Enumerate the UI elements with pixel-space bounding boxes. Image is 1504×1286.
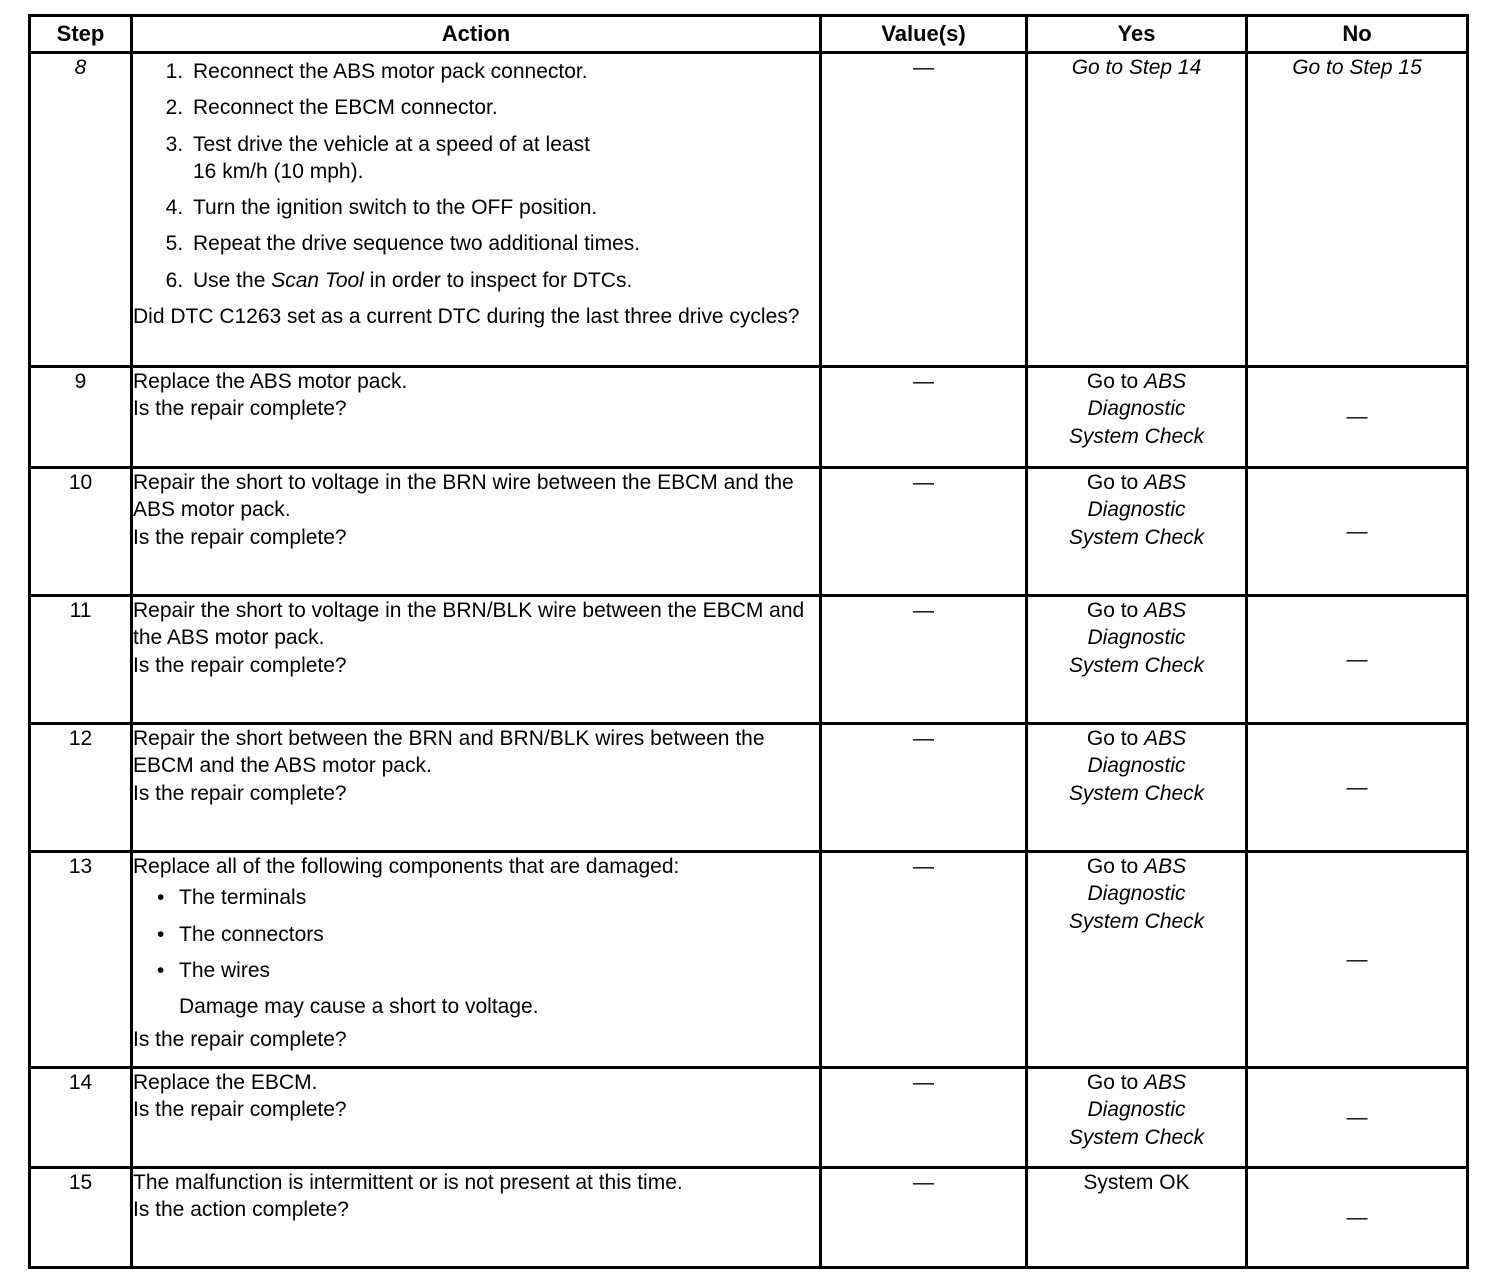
- diag-line: Diagnostic: [1087, 1098, 1186, 1122]
- table-row-step-11: [30, 596, 1468, 724]
- action-text: Repair the short between the BRN and BRN/BLK wires between the EBCM and the ABS motor pack.: [133, 727, 765, 778]
- value-cell: —: [821, 468, 1027, 596]
- action-cell: [132, 724, 821, 852]
- yes-cell: [1027, 852, 1247, 1068]
- system-check-line: System Check: [1068, 525, 1205, 549]
- table-row-step-13: [30, 852, 1468, 1068]
- diag-line: Diagnostic: [1087, 397, 1186, 421]
- no-cell: —: [1247, 468, 1468, 596]
- list-item: [189, 267, 819, 294]
- list-item: 5. Repeat the drive sequence two additional times.: [189, 230, 819, 257]
- goto-prefix: Go to: [1086, 471, 1139, 494]
- action-cell: [132, 1068, 821, 1168]
- list-item: • The connectors: [179, 921, 819, 948]
- goto-prefix: Go to: [1086, 1071, 1139, 1094]
- yes-cell: [1027, 468, 1247, 596]
- abs-ref: ABS: [1144, 599, 1187, 622]
- action-cell: [132, 852, 821, 1068]
- table-row-step-14: [30, 1068, 1468, 1168]
- action-cell: [132, 468, 821, 596]
- action-question: Is the repair complete?: [133, 653, 347, 677]
- yes-cell: Go to Step 14: [1027, 53, 1247, 367]
- diag-line: Diagnostic: [1087, 498, 1186, 522]
- list-item: 1. Reconnect the ABS motor pack connector.: [189, 58, 819, 85]
- component-list: [133, 884, 819, 984]
- value-cell: —: [821, 53, 1027, 367]
- no-cell: —: [1247, 596, 1468, 724]
- value-cell: —: [821, 1168, 1027, 1268]
- action-text: Replace the EBCM.: [133, 1071, 318, 1094]
- action-cell: [132, 596, 821, 724]
- abs-ref: ABS: [1144, 727, 1187, 750]
- abs-ref: ABS: [1144, 370, 1187, 393]
- abs-ref: ABS: [1144, 471, 1187, 494]
- table-row-step-12: [30, 724, 1468, 852]
- step-number: 15: [30, 1168, 132, 1268]
- list-item: [189, 131, 819, 186]
- step-number: 14: [30, 1068, 132, 1168]
- diagnostic-table: [28, 14, 1469, 1269]
- list-item: 4. Turn the ignition switch to the OFF position.: [189, 194, 819, 221]
- yes-cell: System OK: [1027, 1168, 1247, 1268]
- header-values: Value(s): [821, 16, 1027, 53]
- action-cell: [132, 1168, 821, 1268]
- header-action: Action: [132, 16, 821, 53]
- step-number: 12: [30, 724, 132, 852]
- action-question: Is the repair complete?: [133, 397, 347, 421]
- action-text: Replace the ABS motor pack.: [133, 370, 408, 393]
- header-row: [30, 16, 1468, 53]
- action-question: Is the repair complete?: [133, 1098, 347, 1122]
- yes-cell: [1027, 596, 1247, 724]
- action-text: Replace all of the following components that are damaged:: [133, 855, 680, 878]
- action-question: Is the repair complete?: [133, 781, 347, 805]
- yes-cell: [1027, 724, 1247, 852]
- list-item-text: Use the: [193, 268, 266, 292]
- list-item: • The wires: [179, 957, 819, 984]
- yes-cell: [1027, 367, 1247, 468]
- goto-prefix: Go to: [1086, 370, 1139, 393]
- no-cell: —: [1247, 1168, 1468, 1268]
- no-cell: —: [1247, 367, 1468, 468]
- table-row-step-10: [30, 468, 1468, 596]
- value-cell: —: [821, 1068, 1027, 1168]
- diag-line: Diagnostic: [1087, 754, 1186, 778]
- step-number: 10: [30, 468, 132, 596]
- action-text: Repair the short to voltage in the BRN/BLK wire between the EBCM and the ABS motor pack.: [133, 599, 805, 650]
- value-cell: —: [821, 852, 1027, 1068]
- system-check-line: System Check: [1068, 909, 1205, 933]
- system-check-line: System Check: [1068, 424, 1205, 448]
- header-step: Step: [30, 16, 132, 53]
- system-check-line: System Check: [1068, 781, 1205, 805]
- value-cell: —: [821, 724, 1027, 852]
- action-note: Damage may cause a short to voltage.: [179, 995, 539, 1019]
- action-question: Is the repair complete?: [133, 1028, 347, 1052]
- list-item-text: in order to inspect for DTCs.: [369, 268, 633, 292]
- action-question: Is the action complete?: [133, 1198, 349, 1222]
- value-cell: —: [821, 367, 1027, 468]
- list-item: • The terminals: [179, 884, 819, 911]
- diag-line: Diagnostic: [1087, 626, 1186, 650]
- header-no: No: [1247, 16, 1468, 53]
- yes-cell: [1027, 1068, 1247, 1168]
- table-row-step-8: [30, 53, 1468, 367]
- goto-prefix: Go to: [1086, 855, 1139, 878]
- list-item-text-continued: 16 km/h (10 mph).: [193, 159, 364, 183]
- scan-tool-ref: Scan Tool: [271, 268, 364, 292]
- system-check-line: System Check: [1068, 1125, 1205, 1149]
- goto-prefix: Go to: [1086, 727, 1139, 750]
- no-cell: Go to Step 15: [1247, 53, 1468, 367]
- diag-line: Diagnostic: [1087, 882, 1186, 906]
- action-question: Is the repair complete?: [133, 525, 347, 549]
- action-cell: [132, 367, 821, 468]
- step-number: 13: [30, 852, 132, 1068]
- header-yes: Yes: [1027, 16, 1247, 53]
- list-item-text: Test drive the vehicle at a speed of at least: [193, 132, 590, 156]
- no-cell: —: [1247, 724, 1468, 852]
- action-text: Repair the short to voltage in the BRN wire between the EBCM and the ABS motor pack.: [133, 471, 794, 522]
- table-row-step-9: [30, 367, 1468, 468]
- no-cell: —: [1247, 852, 1468, 1068]
- table-row-step-15: [30, 1168, 1468, 1268]
- action-question: Did DTC C1263 set as a current DTC during the last three drive cycles?: [133, 305, 800, 329]
- list-item: 2. Reconnect the EBCM connector.: [189, 94, 819, 121]
- step-number: 8: [30, 53, 132, 367]
- step-number: 11: [30, 596, 132, 724]
- goto-prefix: Go to: [1086, 599, 1139, 622]
- step-number: 9: [30, 367, 132, 468]
- action-steps-list: [133, 58, 819, 294]
- no-cell: —: [1247, 1068, 1468, 1168]
- action-text: The malfunction is intermittent or is not present at this time.: [133, 1171, 683, 1194]
- system-check-line: System Check: [1068, 653, 1205, 677]
- action-cell: [132, 53, 821, 367]
- abs-ref: ABS: [1144, 1071, 1187, 1094]
- value-cell: —: [821, 596, 1027, 724]
- abs-ref: ABS: [1144, 855, 1187, 878]
